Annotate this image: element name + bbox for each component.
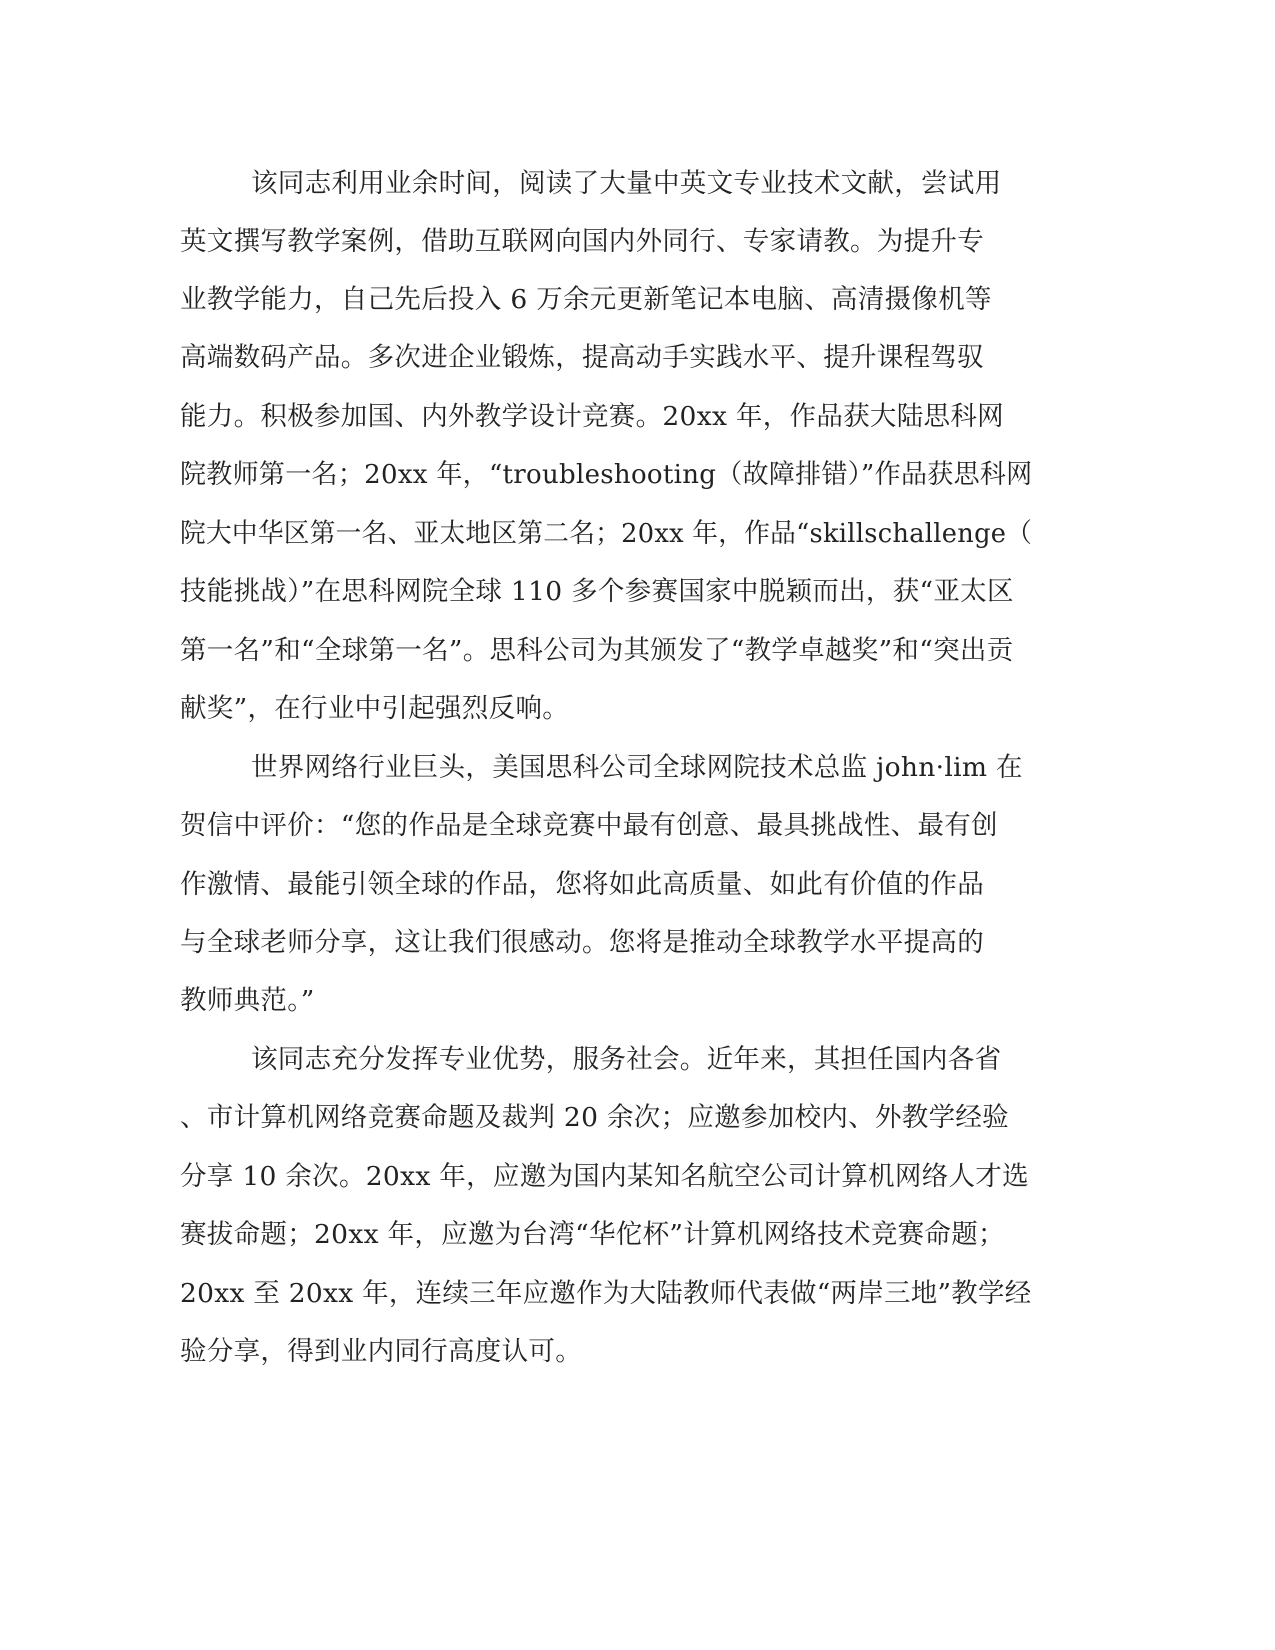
text-line: 能力。积极参加国、内外教学设计竞赛。20xx 年，作品获大陆思科网 xyxy=(180,401,1004,432)
text-line: 高端数码产品。多次进企业锻炼，提高动手实践水平、提升课程驾驭 xyxy=(180,342,984,373)
text-line: 技能挑战）”在思科网院全球 110 多个参赛国家中脱颖而出，获“亚太区 xyxy=(180,576,1014,607)
text-line: 验分享，得到业内同行高度认可。 xyxy=(180,1336,582,1367)
text-line: 与全球老师分享，这让我们很感动。您将是推动全球教学水平提高的 xyxy=(180,927,984,958)
text-line: 教师典范。” xyxy=(180,985,315,1016)
text-line: 英文撰写教学案例，借助互联网向国内外同行、专家请教。为提升专 xyxy=(180,226,984,257)
text-line: 业教学能力，自己先后投入 6 万余元更新笔记本电脑、高清摄像机等 xyxy=(180,284,992,315)
text-line: 20xx 至 20xx 年，连续三年应邀作为大陆教师代表做“两岸三地”教学经 xyxy=(180,1278,1032,1309)
text-line: 第一名”和“全球第一名”。思科公司为其颁发了“教学卓越奖”和“突出贡 xyxy=(180,635,1014,666)
text-line: 作激情、最能引领全球的作品，您将如此高质量、如此有价值的作品 xyxy=(180,869,984,900)
text-line: 献奖”，在行业中引起强烈反响。 xyxy=(180,693,570,724)
text-line: 该同志充分发挥专业优势，服务社会。近年来，其担任国内各省 xyxy=(251,1044,1002,1075)
text-line: 院大中华区第一名、亚太地区第二名；20xx 年，作品“skillschallenge（ xyxy=(180,518,1033,549)
text-line: 世界网络行业巨头，美国思科公司全球网院技术总监 john·lim 在 xyxy=(251,752,1023,783)
text-line: 院教师第一名；20xx 年，“troubleshooting（故障排错）”作品获思科网 xyxy=(180,459,1033,490)
text-line: 贺信中评价：“您的作品是全球竞赛中最有创意、最具挑战性、最有创 xyxy=(180,810,998,841)
text-line: 、市计算机网络竞赛命题及裁判 20 余次；应邀参加校内、外教学经验 xyxy=(180,1102,1009,1133)
text-line: 赛拔命题；20xx 年，应邀为台湾“华佗杯”计算机网络技术竞赛命题； xyxy=(180,1219,1005,1250)
text-line: 分享 10 余次。20xx 年，应邀为国内某知名航空公司计算机网络人才选 xyxy=(180,1161,1029,1192)
text-line: 该同志利用业余时间，阅读了大量中英文专业技术文献，尝试用 xyxy=(251,168,1002,199)
